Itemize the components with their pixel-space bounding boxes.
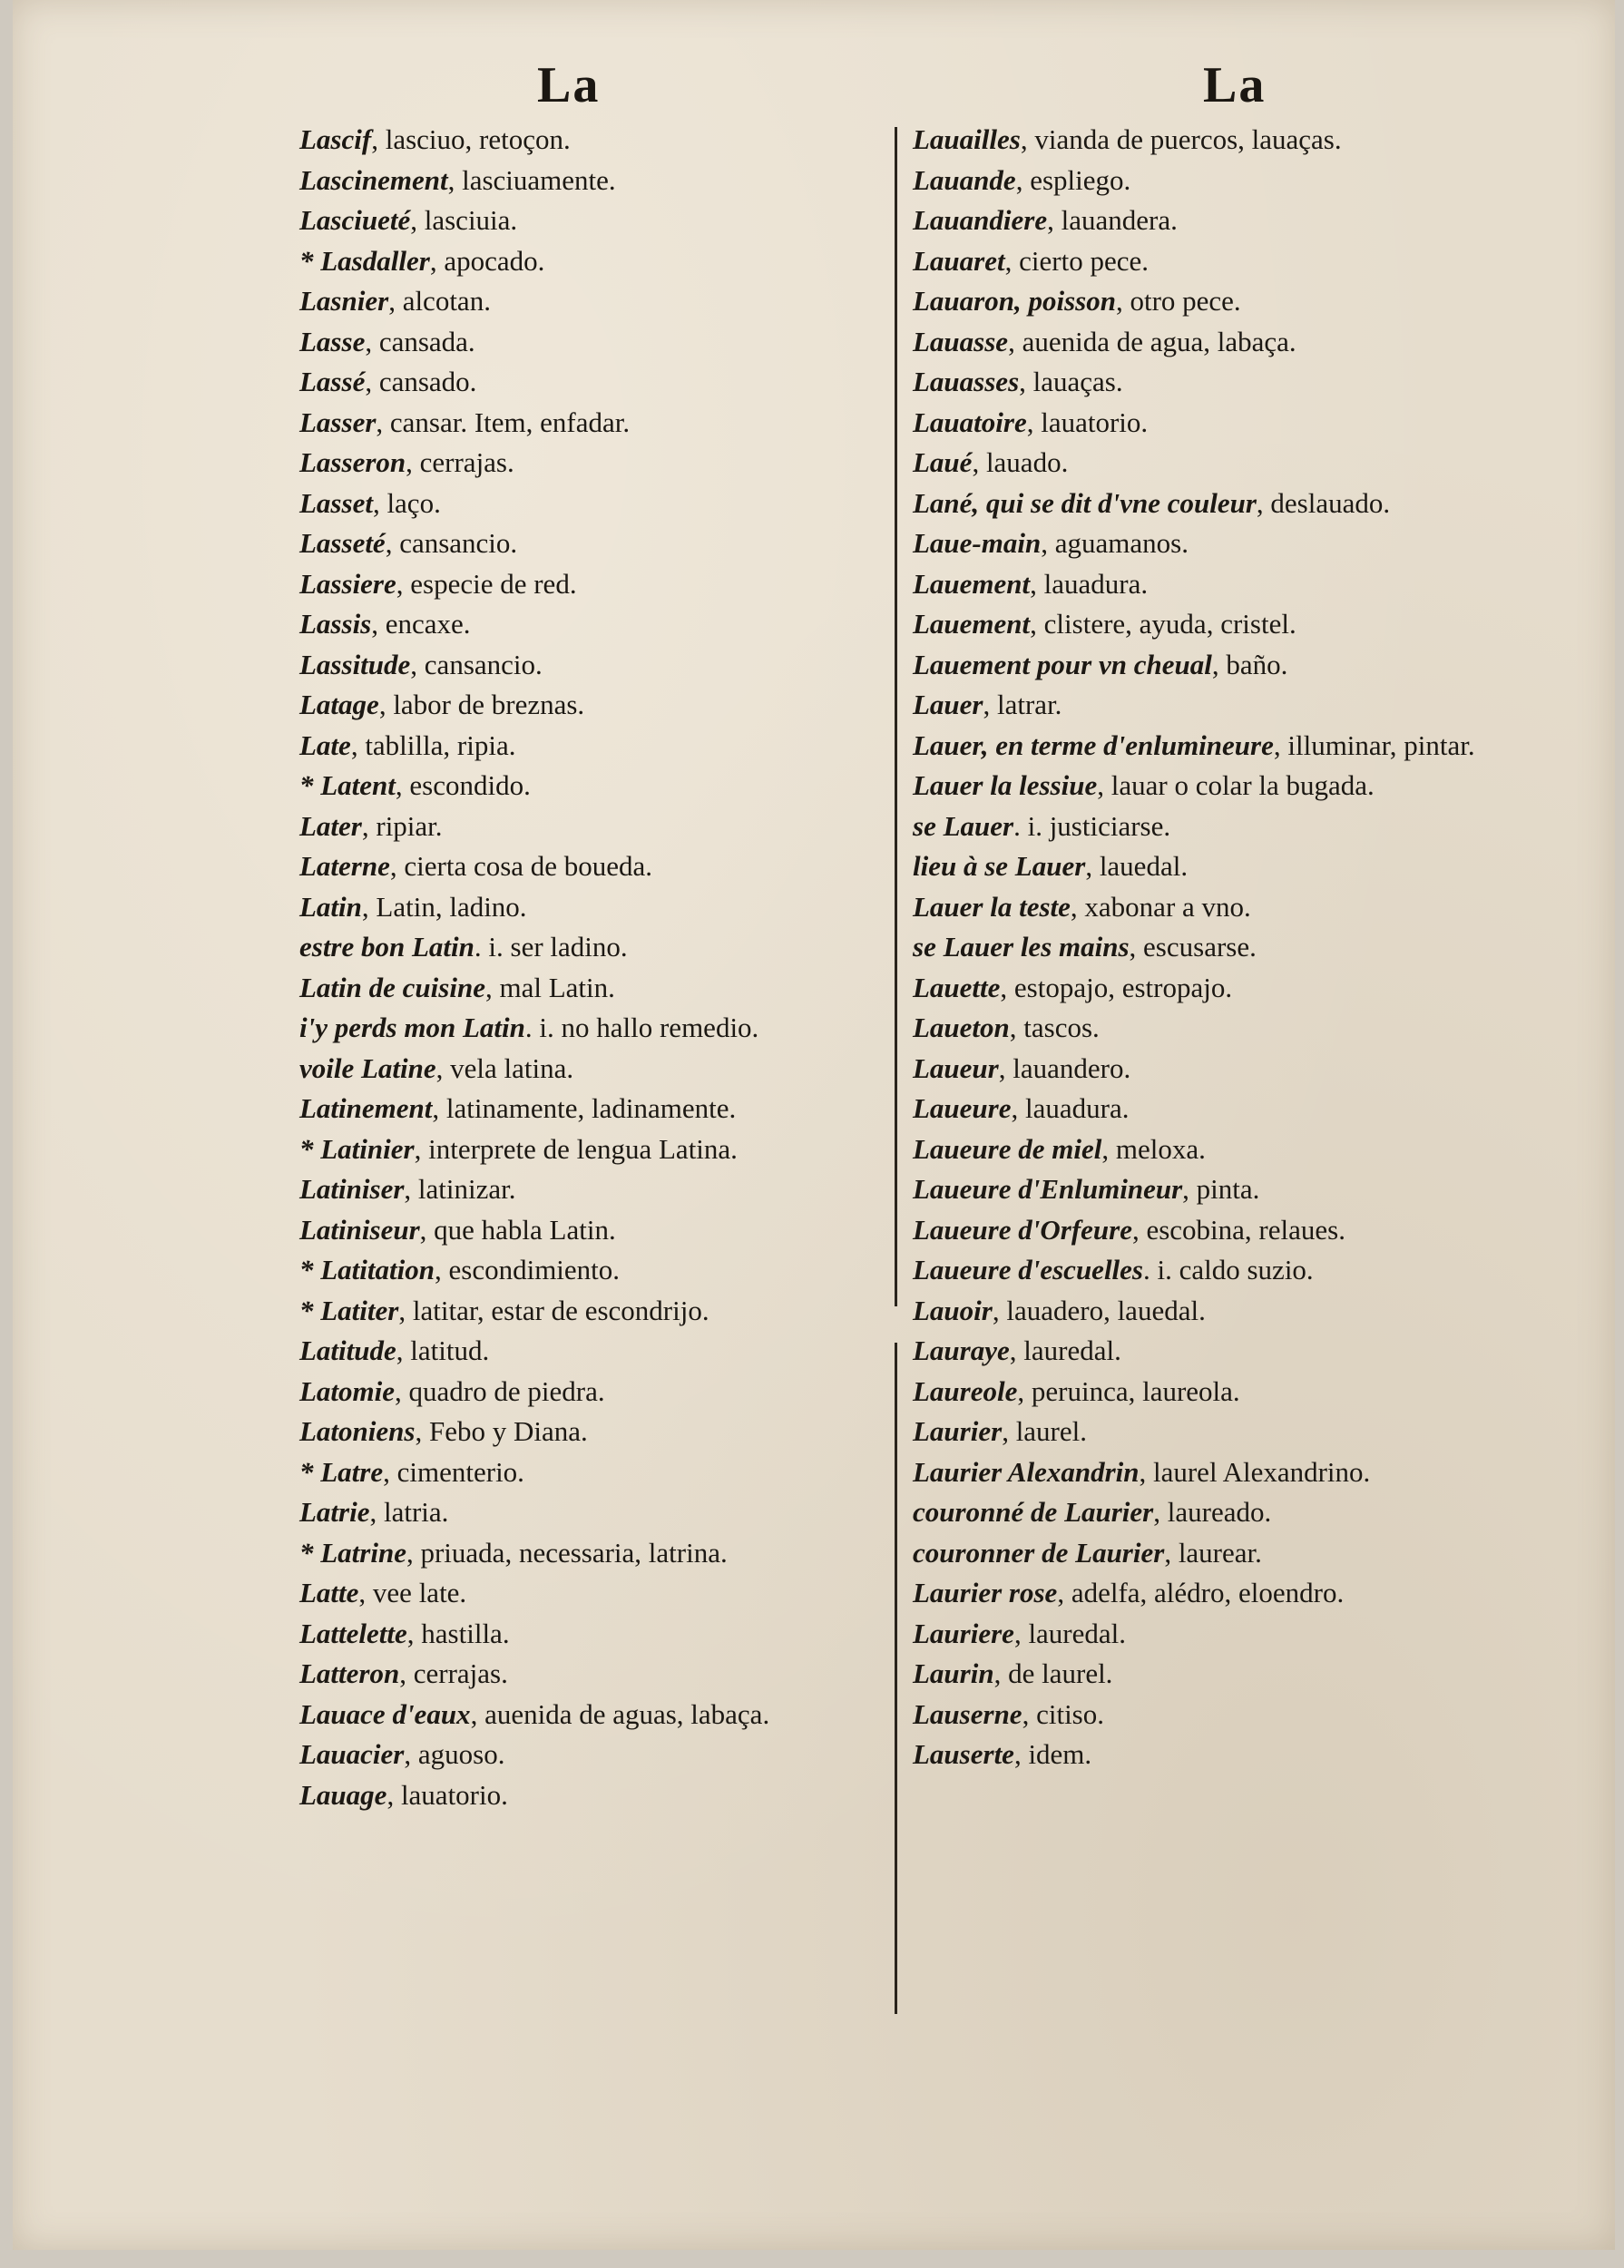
dictionary-entry <box>299 1695 880 1735</box>
dictionary-entry <box>299 200 880 241</box>
entry-headword: Lauandiere <box>913 204 1048 236</box>
entry-headword: Latiniser <box>299 1173 405 1205</box>
dictionary-entry <box>299 322 880 363</box>
entry-definition: , cansado. <box>365 366 477 397</box>
dictionary-entry <box>299 1573 880 1614</box>
dictionary-entry <box>299 645 880 686</box>
entry-headword: * Latent <box>299 769 396 801</box>
entry-headword: Latte <box>299 1577 359 1608</box>
entry-definition: , laureado. <box>1153 1496 1272 1528</box>
entry-headword: Lassis <box>299 608 372 640</box>
entry-definition: , latitar, estar de escondrijo. <box>398 1294 709 1326</box>
entry-headword: Laueure d'escuelles <box>913 1254 1143 1286</box>
entry-headword: se Lauer les mains <box>913 931 1130 963</box>
entry-definition: , tablilla, ripia. <box>350 728 516 761</box>
entry-headword: Lauace d'eaux <box>299 1697 471 1730</box>
entry-headword: i'y perds mon Latin <box>299 1012 525 1043</box>
dictionary-entry <box>299 927 880 968</box>
dictionary-entry <box>299 1614 880 1655</box>
entry-headword: lieu à se Lauer <box>913 850 1086 882</box>
dictionary-entry <box>299 1291 880 1332</box>
entry-headword: Lassitude <box>299 648 411 680</box>
entry-headword: Lauriere <box>913 1617 1014 1649</box>
entry-headword: Later <box>299 809 362 842</box>
entry-definition: , auenida de aguas, labaça. <box>470 1697 770 1730</box>
entry-headword: * Latiter <box>299 1294 399 1326</box>
dictionary-entry <box>299 1533 880 1574</box>
entry-headword: * Latinier <box>299 1132 415 1165</box>
entry-headword: Lauage <box>299 1778 387 1811</box>
entry-headword: Lasseron <box>299 446 406 478</box>
dictionary-entry <box>299 362 880 403</box>
entry-headword: Latiniseur <box>299 1213 420 1246</box>
entry-definition: , citiso. <box>1022 1697 1104 1730</box>
dictionary-entry <box>913 1291 1539 1332</box>
entry-headword: Lasciueté <box>299 204 411 236</box>
dictionary-entry <box>299 766 880 807</box>
entry-definition: , labor de breznas. <box>378 689 585 720</box>
dictionary-entry <box>913 1695 1539 1735</box>
dictionary-entry <box>299 1210 880 1251</box>
entry-definition: , especie de red. <box>396 567 577 600</box>
entry-headword: couronner de Laurier <box>913 1536 1165 1569</box>
entry-headword: Laueure d'Orfeure <box>913 1213 1132 1246</box>
entry-definition: , meloxa. <box>1101 1132 1206 1165</box>
entry-headword: Laueure <box>913 1092 1012 1124</box>
dictionary-entry <box>299 1250 880 1291</box>
entry-headword: Laureole <box>913 1374 1018 1407</box>
dictionary-entry <box>299 1008 880 1049</box>
dictionary-entry <box>299 968 880 1009</box>
entry-headword: * Latrine <box>299 1536 406 1569</box>
dictionary-entry <box>299 1452 880 1493</box>
dictionary-entry <box>299 403 880 444</box>
entry-headword: Laurier <box>913 1415 1003 1447</box>
entry-headword: Laurier rose <box>913 1577 1058 1608</box>
dictionary-entry <box>299 1735 880 1775</box>
dictionary-entry <box>299 484 880 524</box>
dictionary-entry <box>299 1654 880 1695</box>
entry-headword: Laterne <box>299 850 390 882</box>
entry-definition: , latria. <box>369 1496 449 1528</box>
entry-headword: Lauement <box>913 608 1031 640</box>
entry-definition: , vela latina. <box>435 1051 574 1084</box>
entry-definition: , laurel Alexandrino. <box>1139 1455 1371 1488</box>
entry-headword: voile Latine <box>299 1051 436 1084</box>
dictionary-entry <box>299 604 880 645</box>
entry-definition: , idem. <box>1013 1738 1092 1770</box>
entry-definition: , apocado. <box>429 244 545 277</box>
dictionary-entry <box>913 1614 1539 1655</box>
entry-definition: . i. ser ladino. <box>474 931 628 963</box>
entry-definition: , escondido. <box>395 769 531 801</box>
dictionary-entry <box>299 807 880 847</box>
entry-headword: Lauserne <box>913 1697 1022 1730</box>
entry-headword: estre bon Latin <box>299 931 474 963</box>
entry-headword: Lauaron, poisson <box>913 285 1116 317</box>
dictionary-entry <box>299 1129 880 1170</box>
entry-headword: Laueure de miel <box>913 1132 1102 1165</box>
entry-definition: , auenida de agua, labaça. <box>1008 325 1296 357</box>
dictionary-entry <box>913 322 1539 363</box>
entry-headword: Lauande <box>913 163 1016 196</box>
dictionary-entry <box>913 1412 1539 1452</box>
entry-headword: Lascif <box>299 123 372 155</box>
entry-definition: , lauar o colar la bugada. <box>1097 769 1375 801</box>
dictionary-entry <box>913 1008 1539 1049</box>
entry-headword: Lascinement <box>299 163 448 196</box>
entry-definition: , escondimiento. <box>435 1254 621 1286</box>
entry-definition: , cansancio. <box>410 648 543 680</box>
entry-definition: , illuminar, pintar. <box>1273 728 1475 761</box>
entry-definition: , xabonar a vno. <box>1070 890 1251 923</box>
dictionary-entry <box>913 1049 1539 1090</box>
entry-definition: , cierta cosa de boueda. <box>389 850 653 882</box>
entry-headword: Lauserte <box>913 1738 1014 1770</box>
dictionary-entry <box>299 685 880 726</box>
entry-definition: , lauadero, lauedal. <box>992 1294 1206 1326</box>
dictionary-entry <box>299 1412 880 1452</box>
dictionary-entry <box>913 241 1539 282</box>
entry-headword: Lauaret <box>913 244 1005 277</box>
entry-definition: , laço. <box>372 486 441 519</box>
entry-headword: couronné de Laurier <box>913 1496 1154 1528</box>
entry-definition: , lauatorio. <box>1026 406 1149 438</box>
entry-definition: , quadro de piedra. <box>395 1374 605 1407</box>
entry-definition: , lauadura. <box>1011 1092 1130 1124</box>
entry-definition: , latinamente, ladinamente. <box>432 1092 737 1124</box>
dictionary-entry <box>913 1331 1539 1372</box>
entry-definition: , latitud. <box>396 1334 490 1366</box>
entry-headword: Lasset <box>299 486 373 519</box>
entry-definition: , baño. <box>1211 648 1288 680</box>
entry-definition: , clistere, ayuda, cristel. <box>1030 608 1296 640</box>
entry-definition: , lauandera. <box>1047 204 1178 236</box>
column-rule-lower <box>895 1343 897 2014</box>
dictionary-entry <box>299 523 880 564</box>
dictionary-entry <box>913 1210 1539 1251</box>
dictionary-entry <box>299 1372 880 1413</box>
entry-definition: , lauredal. <box>1009 1334 1121 1366</box>
entry-headword: Latin de cuisine <box>299 971 485 1003</box>
dictionary-entry <box>913 1129 1539 1170</box>
entry-definition: , hastilla. <box>406 1617 510 1649</box>
entry-definition: , latrar. <box>983 689 1062 720</box>
dictionary-entry <box>913 1533 1539 1574</box>
dictionary-entry <box>299 1169 880 1210</box>
entry-definition: , ripiar. <box>361 809 443 842</box>
dictionary-entry <box>913 403 1539 444</box>
dictionary-entry <box>299 887 880 928</box>
dictionary-entry <box>299 1089 880 1129</box>
dictionary-entry <box>913 443 1539 484</box>
entry-definition: , espliego. <box>1015 163 1131 196</box>
dictionary-entry <box>913 564 1539 605</box>
running-head-right: La <box>1203 57 1267 113</box>
entry-headword: Lauacier <box>299 1738 405 1770</box>
entry-definition: , adelfa, alédro, eloendro. <box>1057 1577 1345 1608</box>
entry-headword: Lauer <box>913 689 983 720</box>
entry-headword: Lané, qui se dit d'vne couleur <box>913 486 1257 519</box>
entry-headword: Lauement pour vn cheual <box>913 648 1212 680</box>
entry-definition: , escobina, relaues. <box>1131 1213 1345 1246</box>
dictionary-entry <box>913 726 1539 767</box>
entry-definition: , lauado. <box>972 446 1069 478</box>
entry-headword: Lauraye <box>913 1334 1010 1366</box>
entry-definition: , cansada. <box>365 325 475 357</box>
dictionary-entry <box>913 645 1539 686</box>
dictionary-entry <box>299 846 880 887</box>
entry-headword: Latitude <box>299 1334 396 1366</box>
dictionary-entry <box>913 1654 1539 1695</box>
entry-headword: Lasser <box>299 406 377 438</box>
entry-definition: . i. no hallo remedio. <box>524 1012 759 1043</box>
dictionary-entry <box>913 685 1539 726</box>
dictionary-entry <box>913 927 1539 968</box>
entry-headword: Lasnier <box>299 285 389 317</box>
entry-definition: , cierto pece. <box>1004 244 1149 277</box>
entry-headword: Lauasse <box>913 325 1009 357</box>
entry-definition: , cansancio. <box>385 527 518 559</box>
entry-definition: , lauedal. <box>1085 850 1189 882</box>
dictionary-entry <box>913 1492 1539 1533</box>
dictionary-entry <box>299 120 880 161</box>
dictionary-entry <box>913 161 1539 201</box>
entry-headword: Laurier Alexandrin <box>913 1455 1140 1488</box>
dictionary-entry <box>913 1372 1539 1413</box>
entry-headword: se Lauer <box>913 809 1014 842</box>
dictionary-entry <box>913 1735 1539 1775</box>
entry-definition: , Febo y Diana. <box>415 1415 588 1447</box>
entry-definition: , cerrajas. <box>399 1657 508 1689</box>
entry-headword: Lauatoire <box>913 406 1027 438</box>
left-column <box>299 120 880 1815</box>
entry-headword: Latage <box>299 689 379 720</box>
right-column <box>913 120 1539 1775</box>
dictionary-entry <box>913 362 1539 403</box>
entry-definition: , priuada, necessaria, latrina. <box>406 1536 728 1569</box>
entry-headword: Lauer la lessiue <box>913 769 1098 801</box>
entry-headword: Lauer, en terme d'enlumineure <box>913 728 1274 761</box>
entry-definition: , peruinca, laureola. <box>1017 1374 1240 1407</box>
entry-definition: , otro pece. <box>1115 285 1241 317</box>
dictionary-entry <box>299 161 880 201</box>
entry-definition: , vianda de puercos, lauaças. <box>1020 123 1342 155</box>
entry-definition: , aguoso. <box>404 1738 505 1770</box>
entry-definition: , cimenterio. <box>383 1455 524 1488</box>
entry-definition: , cerrajas. <box>406 446 514 478</box>
dictionary-entry <box>913 1573 1539 1614</box>
dictionary-entry <box>913 200 1539 241</box>
column-rule-upper <box>895 127 897 1306</box>
dictionary-entry <box>913 1089 1539 1129</box>
entry-definition: , lauandero. <box>998 1051 1131 1084</box>
entry-definition: , lasciuo, retoçon. <box>371 123 571 155</box>
dictionary-entry <box>913 1452 1539 1493</box>
page <box>13 0 1615 2250</box>
entry-definition: , lauaças. <box>1019 366 1123 397</box>
entry-headword: Laueton <box>913 1012 1010 1043</box>
entry-definition: , encaxe. <box>371 608 471 640</box>
running-head-left: La <box>537 57 601 113</box>
entry-definition: , laurel. <box>1002 1415 1088 1447</box>
dictionary-entry <box>913 120 1539 161</box>
entry-headword: Lauasses <box>913 366 1020 397</box>
entry-headword: Latrie <box>299 1496 370 1528</box>
dictionary-entry <box>913 807 1539 847</box>
dictionary-entry <box>299 1775 880 1816</box>
entry-definition: , lauatorio. <box>386 1778 508 1811</box>
entry-headword: Latin <box>299 890 362 923</box>
entry-definition: . i. caldo suzio. <box>1143 1254 1314 1286</box>
entry-definition: , latinizar. <box>404 1173 516 1205</box>
entry-headword: Latomie <box>299 1374 396 1407</box>
entry-definition: , tascos. <box>1009 1012 1100 1043</box>
entry-headword: Laueur <box>913 1051 999 1084</box>
entry-headword: Lassé <box>299 366 366 397</box>
entry-definition: , escusarse. <box>1129 931 1257 963</box>
entry-definition: , cansar. Item, enfadar. <box>376 406 631 438</box>
entry-headword: Lasse <box>299 325 366 357</box>
dictionary-entry <box>299 1492 880 1533</box>
entry-definition: , lauredal. <box>1013 1617 1127 1649</box>
entry-definition: , deslauado. <box>1256 486 1391 519</box>
entry-definition: , lauadura. <box>1030 567 1149 600</box>
dictionary-entry <box>913 887 1539 928</box>
entry-headword: * Lasdaller <box>299 244 430 277</box>
entry-headword: Lattelette <box>299 1617 407 1649</box>
entry-headword: Lassiere <box>299 567 396 600</box>
entry-headword: Lauoir <box>913 1294 993 1326</box>
entry-headword: Late <box>299 728 351 761</box>
dictionary-entry <box>913 484 1539 524</box>
entry-definition: , aguamanos. <box>1041 527 1189 559</box>
entry-headword: * Latre <box>299 1455 384 1488</box>
entry-headword: Lasseté <box>299 527 386 559</box>
entry-definition: , estopajo, estropajo. <box>1000 971 1233 1003</box>
entry-definition: , mal Latin. <box>484 971 615 1003</box>
entry-definition: , alcotan. <box>388 285 491 317</box>
entry-definition: , de laurel. <box>993 1657 1113 1689</box>
dictionary-entry <box>913 968 1539 1009</box>
entry-headword: Lauement <box>913 567 1031 600</box>
entry-definition: , que habla Latin. <box>419 1213 616 1246</box>
dictionary-entry <box>299 443 880 484</box>
dictionary-entry <box>299 281 880 322</box>
dictionary-entry <box>913 1169 1539 1210</box>
dictionary-entry <box>913 281 1539 322</box>
entry-definition: , vee late. <box>358 1577 467 1608</box>
dictionary-entry <box>913 1250 1539 1291</box>
entry-headword: Laueure d'Enlumineur <box>913 1173 1183 1205</box>
dictionary-entry <box>913 523 1539 564</box>
entry-definition: , lasciuia. <box>410 204 518 236</box>
entry-headword: * Latitation <box>299 1254 435 1286</box>
entry-headword: Laue-main <box>913 527 1042 559</box>
entry-definition: , pinta. <box>1182 1173 1260 1205</box>
entry-headword: Lauer la teste <box>913 890 1071 923</box>
entry-headword: Laué <box>913 446 973 478</box>
dictionary-entry <box>913 604 1539 645</box>
dictionary-entry <box>299 1331 880 1372</box>
entry-headword: Lauette <box>913 971 1001 1003</box>
entry-definition: , interprete de lengua Latina. <box>414 1132 738 1165</box>
dictionary-entry <box>299 726 880 767</box>
dictionary-entry <box>913 766 1539 807</box>
dictionary-entry <box>299 1049 880 1090</box>
entry-headword: Lauailles <box>913 123 1021 155</box>
entry-definition: . i. justiciarse. <box>1013 809 1171 842</box>
entry-headword: Laurin <box>913 1657 994 1689</box>
entry-headword: Latteron <box>299 1657 400 1689</box>
dictionary-entry <box>913 846 1539 887</box>
entry-headword: Latoniens <box>299 1415 416 1447</box>
entry-definition: , Latin, ladino. <box>361 890 527 923</box>
dictionary-entry <box>299 564 880 605</box>
entry-headword: Latinement <box>299 1092 433 1124</box>
dictionary-entry <box>299 241 880 282</box>
entry-definition: , laurear. <box>1164 1536 1262 1569</box>
entry-definition: , lasciuamente. <box>447 163 616 196</box>
